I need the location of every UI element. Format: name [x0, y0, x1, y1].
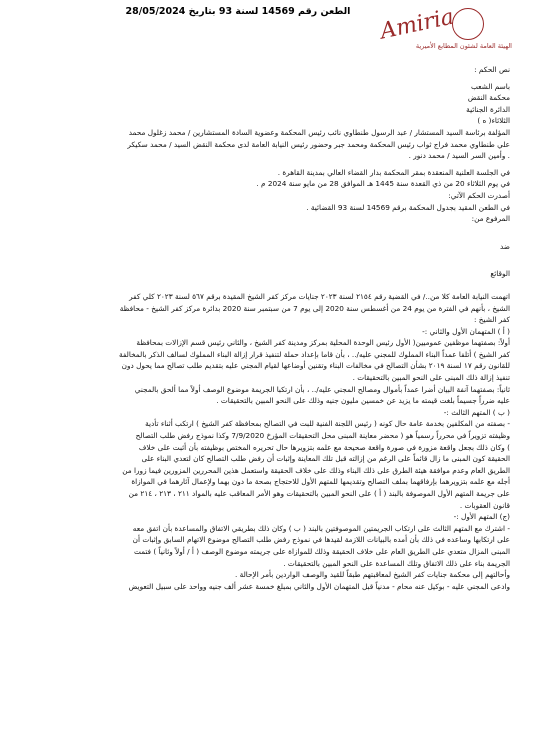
text-line: علي طنطاوي محمد فراج ثواب رئيس المحكمة ومحمد جبر وحضور رئيس النيابة العامة لدى محكمة النقض السيد / محمد سكيكر — [127, 139, 510, 149]
text-line: - بصفته من المكلفين بخدمة عامة حال كونه ( رئيس اللجنة الفنية للبت في التصالح بمحافظة كفر الشيخ ) ارتكب أثناء تأدية — [145, 419, 510, 429]
text-line: عليه ضرراً جسيماً بلغت قيمته ما يزيد عن خمسين مليون جنيه وذلك على النحو المبين بالتحقيقات . — [216, 396, 510, 406]
text-line: محكمة النقض — [467, 93, 510, 103]
case-reference-header: الطعن رقم 14569 لسنة 93 بتاريخ 28/05/2024 — [125, 6, 351, 17]
text-line: المبنى المزال متعدي على الطريق العام على خلاف الحقيقة وذلك للموازاة على جريمته موضوع الوصف ( أ / أولاً وثانياً ) فتمت — [133, 546, 510, 556]
text-line: أجله مع علمه بتزويرهما بإرفاقهما بملف التصالح وتقديمها للمتهم الأول للاحتجاج بصحة ما دون بهما ولإعمال آثارهما في الموازاة — [131, 477, 510, 487]
text-line: ضد — [499, 241, 510, 251]
text-line: الشيخ ، بأنهم في الفترة من يوم 24 من أغسطس سنة 2020 إلى يوم 7 من سبتمبر سنة 2020 بدائرة مركز كفر الشيخ - محافظة — [119, 303, 510, 313]
text-line: المؤلفة برئاسة السيد المستشار / عبد الرسول طنطاوي نائب رئيس المحكمة وعضوية السادة المستشارين / محمد زغلول محمد — [128, 127, 510, 137]
text-line: باسم الشعب — [471, 81, 510, 91]
text-line: في الطعن المقيد بجدول المحكمة برقم 14569 لسنة 93 القضائية . — [306, 202, 510, 212]
logo-mark: Amiria — [377, 4, 456, 45]
text-line: الجريمة بناء على ذلك الاتفاق وتلك المساعدة على النحو المبين بالتحقيقات . — [283, 558, 510, 568]
text-line: أولاً: بصفتهما موظفين عموميين( الأول رئيس الوحدة المحلية بمركز ومدينة كفر الشيخ ، والثاني رئيس قسم الإزالات بمحافظة — [136, 338, 510, 348]
logo-caption: الهيئة العامة لشئون المطابع الأميرية — [415, 42, 512, 50]
text-line: ( أ ) المتهمان الأول والثاني :- — [422, 326, 510, 336]
text-line: وأحالتهم إلى محكمة جنايات كفر الشيخ لمعاقبتهم طبقاً للقيد والوصف الواردين بأمر الإحالة . — [235, 570, 510, 580]
text-line: ) وكان ذلك بجعل واقعة مزورة في صورة واقعة صحيحة مع علمه بتزويرها حال تحريره المختص بوظيفته بأن أثبت على خلاف — [138, 442, 510, 452]
judgment-body — [32, 64, 510, 592]
text-line: نص الحكم : — [474, 65, 510, 74]
text-line: الثلاثاء( ه ) — [477, 116, 510, 126]
logo — [362, 2, 512, 58]
text-line: وظيفته تزويراً في محرراً رسمياً هو ( محضر معاينة المبنى محل التحقيقات المؤرخ 7/9/2020 وكذا نموذج رفض طلب التصالح — [135, 431, 510, 441]
text-line: أصدرت الحكم الآتي: — [448, 190, 510, 200]
text-line: على ارتكابها وساعده في ذلك بأن أمده بالبيانات اللازمة لقيدها في نموذج رفض طلب التصالح موضوع الاتهام السابق وإثبات أن — [132, 535, 510, 545]
text-line: الحقيقة كون المبنى ما زال قائماً على الرغم من إزالته قبل تلك المعاينة وإثبات أن رفض طلب التصالح كان لتعدي البناء على — [141, 454, 510, 464]
seal-icon — [452, 8, 484, 40]
text-line: تنفيذ إزالة ذلك المبنى على النحو المبين بالتحقيقات . — [352, 373, 510, 383]
text-line: الدائرة الجنائية — [466, 104, 510, 114]
text-line: ( ب ) المتهم الثالث :- — [443, 407, 510, 417]
text-line: في يوم الثلاثاء 20 من ذي القعدة سنة 1445 هـ الموافق 28 من مايو سنة 2024 م . — [256, 179, 510, 189]
text-line: وادعى المجني عليه - بوكيل عنه محام - مدنياً قبل المتهمان الأول والثاني بمبلغ خمسة عشر ألف جنيه وواحد على سبيل التعويض — [128, 581, 510, 591]
text-line: . وأمين السر السيد / محمد دنور . — [408, 151, 510, 161]
text-line: كفر الشيخ : — [474, 315, 510, 325]
text-line: على جريمة المتهم الأول الموصوفة بالبند ( أ ) على النحو المبين بالتحقيقات وهو الأمر المعاقب عليه بالمواد ٢١١ ، ٢١٣ ، ٢١٤ من — [128, 489, 510, 498]
text-line: في الجلسة العلنية المنعقدة بمقر المحكمة بدار القضاء العالي بمدينة القاهرة . — [277, 167, 510, 177]
text-line: اتهمت النيابة العامة كلا من../ في القضية رقم ٢١٥٤ لسنة ٢٠٢٣ جنايات مركز كفر الشيخ المقيدة برقم ٥٦٧ لسنة ٢٠٢٣ كلي كفر — [129, 291, 510, 301]
text-line: للقانون رقم ١٧ لسنة ٢٠١٩ بشأن التصالح في مخالفات البناء وتقنين أوضاعها لقيام المجني عليه بتقديم طلب تصالح مما يحول دون — [121, 361, 510, 371]
facts-heading: الوقائع — [490, 269, 510, 279]
text-line: الطريق العام وعدم موافقة هيئة الطرق على ذلك البناء وذلك على خلاف الحقيقة واستعمل هذين المحررين المزورين فيما زورا من — [122, 465, 510, 475]
text-line: قانون العقوبات . — [459, 500, 510, 510]
text-line: ثانياً: بصفتهما آنفة البيان أضرا عمداً بأموال ومصالح المجني عليه/.. ، بأن ارتكبا الجريمة موضوع الوصف أولاً مما ألحق بالمجني — [134, 384, 510, 394]
text-line: كفر الشيخ ) أتلفا عمداً البناء المملوك للمجني عليه/.. ، بأن قاما بإعداد حملة لتنفيذ قرار إزالة البناء المملوك لسالف الذكر بالمخالفة — [119, 349, 510, 359]
text-line: - اشترك مع المتهم الثالث على ارتكاب الجريمتين الموصوفتين بالبند ( ب ) وكان ذلك بطريقي الاتفاق والمساعدة بأن اتفق معه — [132, 523, 510, 533]
text-line: المرفوع من: — [471, 214, 510, 224]
text-line: (ج) المتهم الأول :- — [453, 512, 510, 522]
